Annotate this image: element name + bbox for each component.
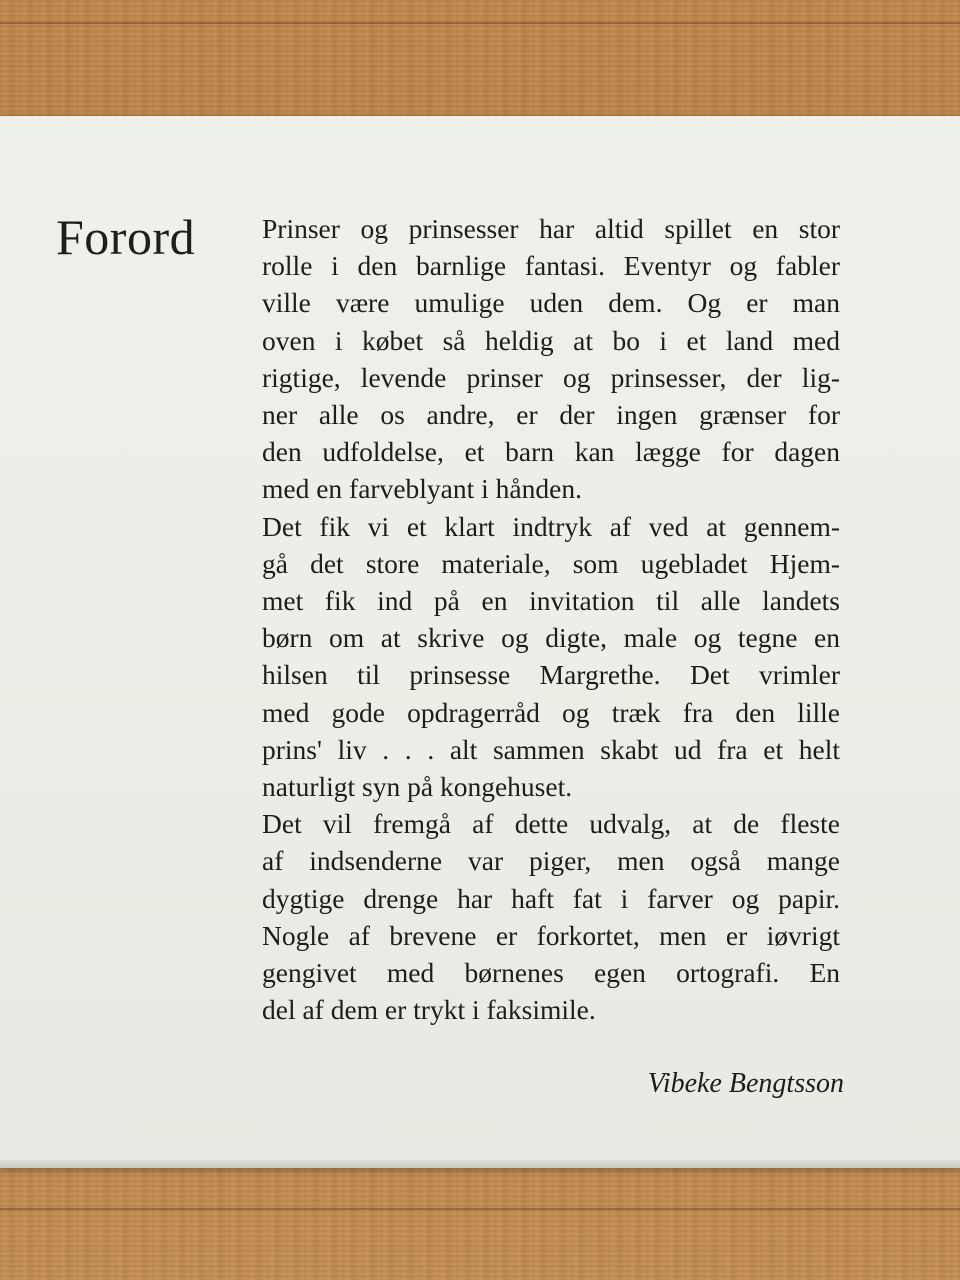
foreword-body: [262, 210, 840, 1028]
text-line: hilsen til prinsesse Margrethe. Det vrimler: [262, 659, 840, 691]
text-line: naturligt syn på kongehuset.: [262, 771, 573, 803]
text-line: gengivet med børnenes egen ortografi. En: [262, 957, 840, 989]
paragraph: [262, 210, 840, 508]
text-line: børn om at skrive og digte, male og tegne en: [262, 622, 840, 654]
text-line: met fik ind på en invitation til alle landets: [262, 585, 840, 617]
page-heading: Forord: [56, 209, 196, 265]
text-line: af indsenderne var piger, men også mange: [262, 845, 840, 877]
text-line: ner alle os andre, er der ingen grænser for: [262, 399, 840, 431]
text-line: Nogle af brevene er forkortet, men er iøvrigt: [262, 919, 840, 951]
text-line: Det vil fremgå af dette udvalg, at de fleste: [262, 808, 840, 840]
text-line: dygtige drenge har haft fat i farver og papir.: [262, 882, 840, 914]
text-line: med en farveblyant i hånden.: [262, 473, 582, 505]
text-line: oven i købet så heldig at bo i et land med: [262, 324, 840, 356]
text-line: gå det store materiale, som ugebladet Hjem-: [262, 547, 840, 579]
book-page: [0, 116, 960, 1168]
text-line: den udfoldelse, et barn kan lægge for dagen: [262, 436, 840, 468]
text-line: rigtige, levende prinser og prinsesser, der lig-: [262, 361, 840, 393]
text-line: med gode opdragerråd og træk fra den lille: [262, 696, 840, 728]
paragraph: [262, 508, 840, 806]
text-line: del af dem er trykt i faksimile.: [262, 994, 596, 1026]
text-line: Det fik vi et klart indtryk af ved at gennem-: [262, 510, 840, 542]
paragraph: [262, 805, 840, 1028]
text-line: Prinser og prinsesser har altid spillet en stor: [262, 213, 840, 244]
table-grain: [0, 22, 960, 24]
author-signature: Vibeke Bengtsson: [647, 1068, 844, 1099]
page-edge: [0, 1160, 960, 1168]
text-line: ville være umulige uden dem. Og er man: [262, 287, 840, 319]
text-line: rolle i den barnlige fantasi. Eventyr og fabler: [262, 250, 840, 282]
table-grain: [0, 1208, 960, 1210]
text-line: prins' liv . . . alt sammen skabt ud fra et helt: [262, 733, 840, 765]
